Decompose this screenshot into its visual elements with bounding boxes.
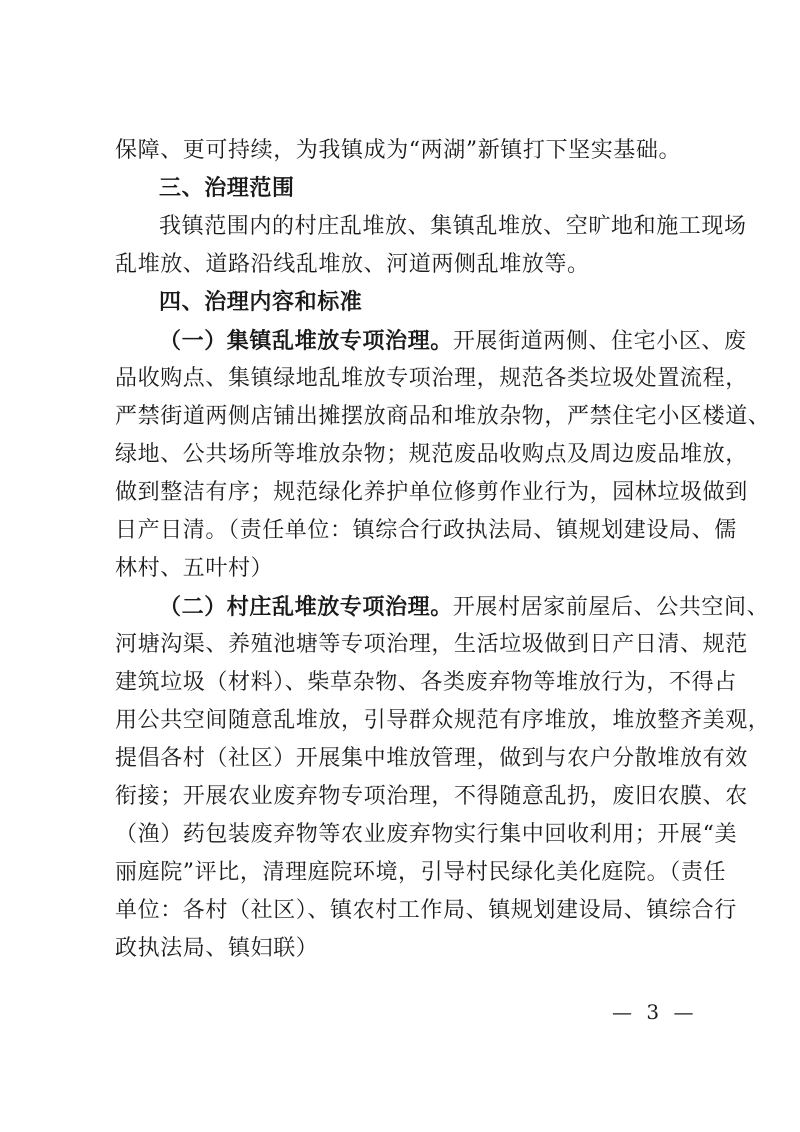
section-heading-scope: 三、治理范围 [159, 176, 295, 201]
paragraph-text: 开展街道两侧、住宅小区、废 [452, 329, 747, 354]
paragraph-line: 日产日清。（责任单位：镇综合行政执法局、镇规划建设局、儒 [115, 518, 737, 543]
paragraph-line [115, 322, 747, 360]
paragraph-line: 林村、五叶村） [115, 556, 274, 581]
document-body [115, 132, 771, 968]
paragraph-text: 开展村居家前屋后、公共空间、 [452, 595, 770, 620]
paragraph-line: 河塘沟渠、养殖池塘等专项治理，生活垃圾做到日产日清、规范 [115, 632, 748, 657]
paragraph-line: 乱堆放、道路沿线乱堆放、河道两侧乱堆放等。 [115, 252, 590, 277]
paragraph-line: （渔）药包装废弃物等农业废弃物实行集中回收利用；开展“美 [115, 822, 738, 847]
subsection-heading-village-clutter: （二）村庄乱堆放专项治理。 [159, 594, 453, 620]
subsection-heading-town-clutter: （一）集镇乱堆放专项治理。 [159, 328, 453, 354]
paragraph-line: 严禁街道两侧店铺出摊摆放商品和堆放杂物，严禁住宅小区楼道、 [115, 404, 771, 429]
paragraph-line: 建筑垃圾（材料）、柴草杂物、各类废弃物等堆放行为，不得占 [115, 670, 737, 695]
paragraph-line: 用公共空间随意乱堆放，引导群众规范有序堆放，堆放整齐美观， [115, 708, 771, 733]
paragraph-line: 政执法局、镇妇联） [115, 936, 319, 961]
paragraph-line: 绿地、公共场所等堆放杂物；规范废品收购点及周边废品堆放， [115, 442, 748, 467]
paragraph-line: 丽庭院”评比，清理庭院环境，引导村民绿化美化庭院。（责任 [115, 860, 727, 885]
paragraph-line: 保障、更可持续，为我镇成为“两湖”新镇打下坚实基础。 [115, 138, 682, 163]
section-heading-content-standards: 四、治理内容和标准 [159, 290, 363, 315]
paragraph-line: 品收购点、集镇绿地乱堆放专项治理，规范各类垃圾处置流程， [115, 366, 748, 391]
paragraph-line: 提倡各村（社区）开展集中堆放管理，做到与农户分散堆放有效 [115, 746, 748, 771]
paragraph-line: 单位：各村（社区）、镇农村工作局、镇规划建设局、镇综合行 [115, 898, 737, 923]
paragraph-line: 我镇范围内的村庄乱堆放、集镇乱堆放、空旷地和施工现场 [159, 214, 747, 239]
paragraph-line [115, 588, 770, 626]
paragraph-line: 衔接；开展农业废弃物专项治理，不得随意乱扔，废旧农膜、农 [115, 784, 748, 809]
page-number: — 3 — [612, 1000, 698, 1024]
paragraph-line: 做到整洁有序；规范绿化养护单位修剪作业行为，园林垃圾做到 [115, 480, 748, 505]
